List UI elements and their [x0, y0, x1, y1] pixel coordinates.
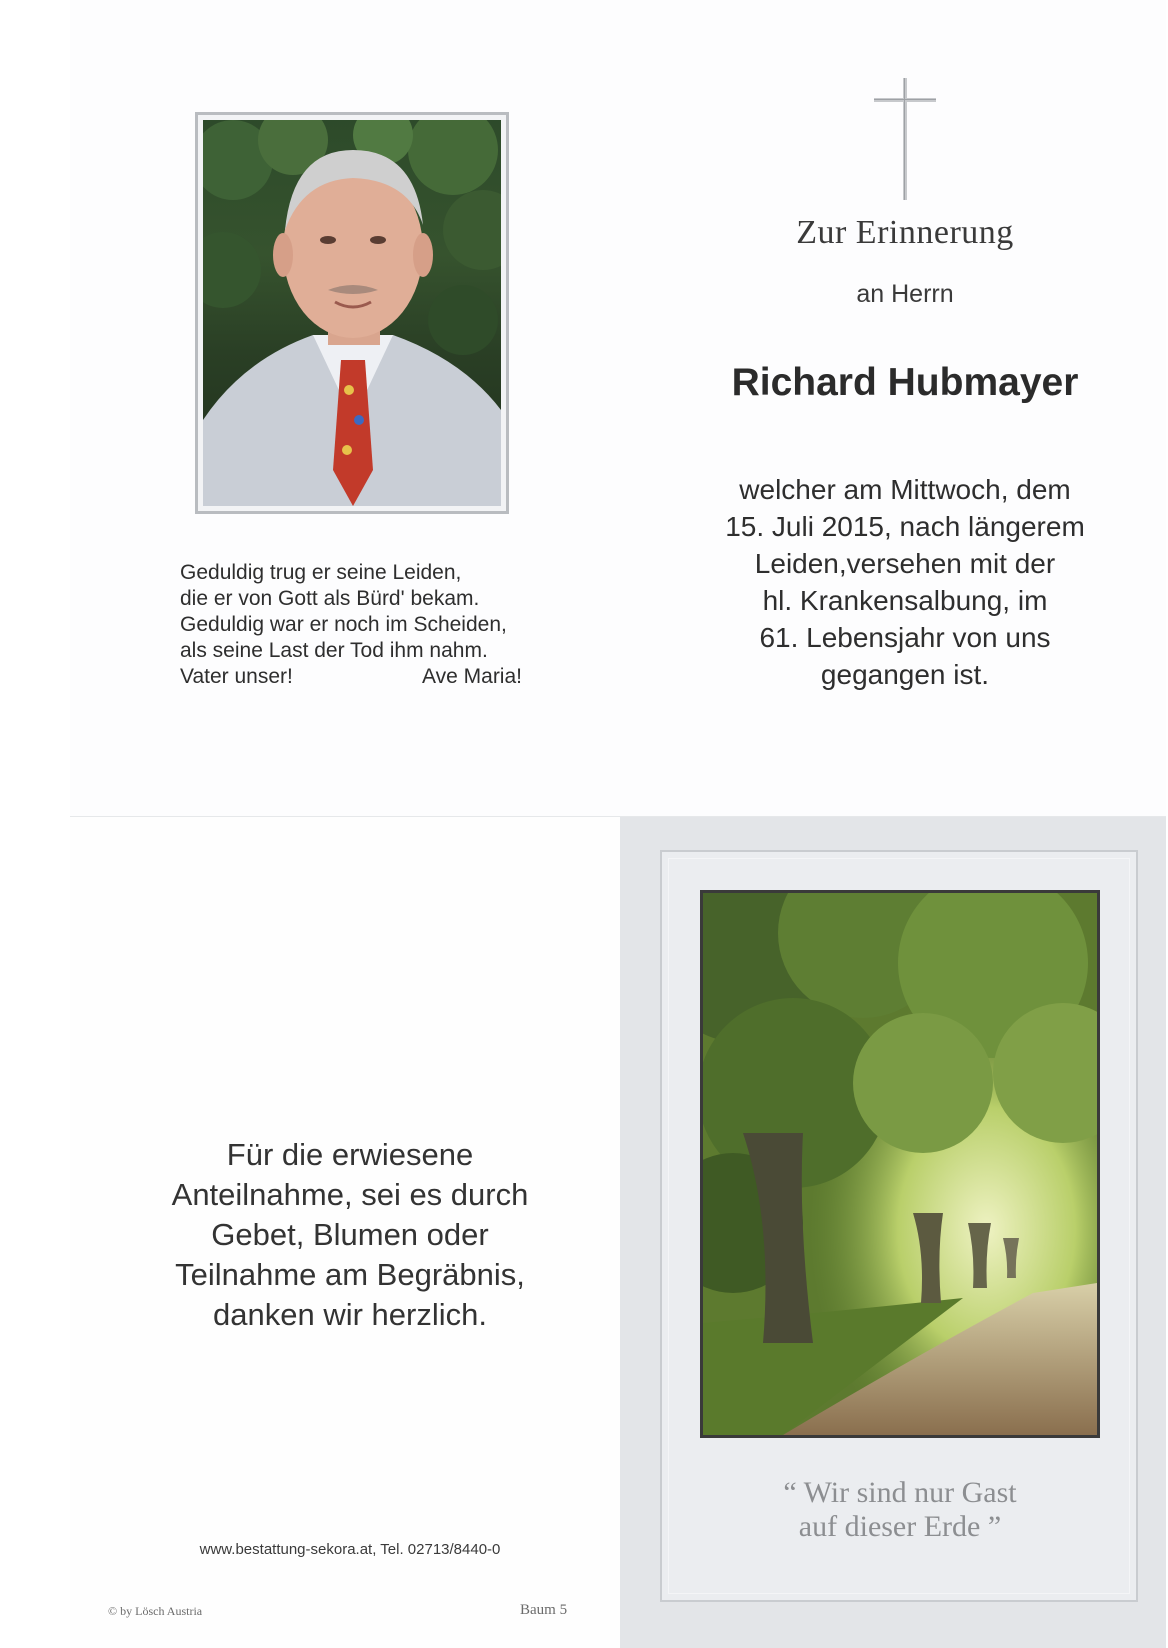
thanks-message [140, 1135, 560, 1335]
quote-line: “ Wir sind nur Gast [783, 1476, 1017, 1509]
salutation: an Herrn [856, 280, 954, 308]
deceased-name: Richard Hubmayer [731, 361, 1079, 404]
tree-avenue-illustration [703, 893, 1097, 1435]
funeral-home-contact: www.bestattung-sekora.at, Tel. 02713/8440-0 [199, 1541, 501, 1558]
portrait-photo [203, 120, 501, 506]
notice-line: welcher am Mittwoch, dem [739, 474, 1071, 505]
verse-line: die er von Gott als Bürd' bekam. [180, 587, 480, 610]
thanks-line: danken wir herzlich. [213, 1297, 487, 1332]
prayer-line [180, 664, 522, 690]
design-code: Baum 5 [520, 1602, 568, 1618]
prayer-left: Vater unser! [180, 665, 293, 688]
copyright-note: © by Lösch Austria [108, 1604, 203, 1618]
verse-line: Geduldig war er noch im Scheiden, [180, 613, 507, 636]
verse-line: Geduldig trug er seine Leiden, [180, 561, 462, 584]
thanks-line: Anteilnahme, sei es durch [171, 1177, 529, 1212]
death-notice [670, 471, 1140, 693]
thanks-line: Für die erwiesene [226, 1137, 474, 1172]
memorial-verse [180, 560, 540, 690]
quote-line: auf dieser Erde ” [798, 1510, 1002, 1543]
memorial-heading: Zur Erinnerung [796, 214, 1014, 251]
prayer-right: Ave Maria! [422, 665, 522, 688]
cross-icon [874, 78, 936, 200]
notice-line: gegangen ist. [820, 659, 990, 690]
portrait-illustration [203, 120, 501, 506]
notice-line: 61. Lebensjahr von uns [759, 622, 1051, 653]
thanks-line: Gebet, Blumen oder [211, 1217, 489, 1252]
verse-line: als seine Last der Tod ihm nahm. [180, 639, 488, 662]
notice-line: hl. Krankensalbung, im [762, 585, 1048, 616]
tree-avenue-photo [703, 893, 1097, 1435]
notice-line: 15. Juli 2015, nach längerem [725, 511, 1085, 542]
quote [700, 1476, 1100, 1544]
notice-line: Leiden,versehen mit der [754, 548, 1056, 579]
thanks-line: Teilnahme am Begräbnis, [175, 1257, 525, 1292]
